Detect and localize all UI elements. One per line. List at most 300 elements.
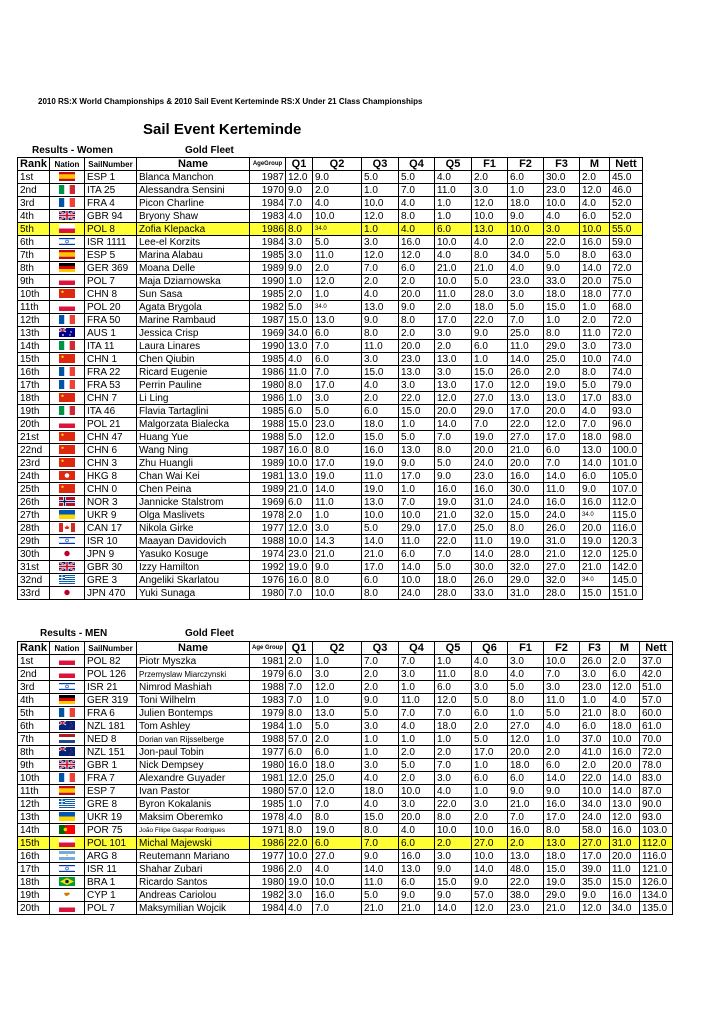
q2-cell: 11.0 [313,496,362,509]
col-nett: Nett [640,642,673,655]
q4-cell: 6.0 [399,876,435,889]
q3-cell: 10.0 [362,197,399,210]
q5-cell: 2.0 [435,340,472,353]
chn-flag-icon [59,445,75,456]
sailnumber-cell: ITA 25 [85,184,137,197]
q3-cell: 8.0 [362,327,399,340]
agegroup-cell: 1989 [250,262,286,275]
nett-cell: 73.0 [610,340,643,353]
sailnumber-cell: NOR 3 [85,496,137,509]
chn-flag-icon [59,458,75,469]
name-cell: Agata Brygola [137,301,250,314]
nation-flag-cell [50,798,85,811]
name-cell: Ricardo Santos [137,876,250,889]
m-cell: 34.0 [580,509,610,522]
q2-cell: 1.0 [313,655,362,668]
nation-flag-cell [50,876,85,889]
m-cell: 16.0 [610,746,640,759]
f3-cell: 1.0 [544,314,580,327]
rank-cell: 1st [18,171,50,184]
f2-cell: 7.0 [508,314,544,327]
q2-cell: 12.0 [313,431,362,444]
q3-cell: 9.0 [362,694,399,707]
nett-cell: 151.0 [610,587,643,600]
f3-cell: 15.0 [544,301,580,314]
sailnumber-cell: CAN 17 [85,522,137,535]
q2-cell: 5.0 [313,405,362,418]
f3-cell: 8.0 [544,327,580,340]
q4-cell: 12.0 [399,249,435,262]
nation-flag-cell [50,863,85,876]
q5-cell: 14.0 [435,902,472,915]
f2-cell: 5.0 [544,707,580,720]
f3-cell: 17.0 [544,431,580,444]
fra-flag-icon [59,773,75,784]
f2-cell: 18.0 [508,197,544,210]
q5-cell: 9.0 [435,470,472,483]
sailnumber-cell: ESP 1 [85,171,137,184]
f3-cell: 58.0 [580,824,610,837]
rank-cell: 20th [18,902,50,915]
q4-cell: 9.0 [399,889,435,902]
f2-cell: 21.0 [544,902,580,915]
f3-cell: 16.0 [544,496,580,509]
q2-cell: 7.0 [313,366,362,379]
q3-cell: 18.0 [362,418,399,431]
nett-cell: 51.0 [640,681,673,694]
q1-cell: 2.0 [286,655,313,668]
f1-cell: 27.0 [472,392,508,405]
name-cell: Marina Alabau [137,249,250,262]
q4-cell: 3.0 [399,379,435,392]
table-row [18,327,643,340]
f2-cell: 8.0 [508,522,544,535]
q5-cell: 16.0 [435,483,472,496]
sailnumber-cell: POL 21 [85,418,137,431]
nation-flag-cell [50,720,85,733]
agegroup-cell: 1990 [250,340,286,353]
nett-cell: 142.0 [610,561,643,574]
q1-cell: 3.0 [286,889,313,902]
q4-cell: 22.0 [399,392,435,405]
m-cell: 4.0 [610,694,640,707]
f1-cell: 5.0 [508,681,544,694]
f3-cell: 10.0 [580,785,610,798]
col-q2: Q2 [313,642,362,655]
table-row [18,444,643,457]
m-cell: 6.0 [580,210,610,223]
name-cell: Nimrod Mashiah [137,681,250,694]
sailnumber-cell: UKR 19 [85,811,137,824]
sailnumber-cell: UKR 9 [85,509,137,522]
q1-cell: 6.0 [286,405,313,418]
name-cell: Wang Ning [137,444,250,457]
q2-cell: 8.0 [313,444,362,457]
q2-cell: 3.0 [313,668,362,681]
q1-cell: 19.0 [286,561,313,574]
q5-cell: 4.0 [435,249,472,262]
col-q6: Q6 [472,642,508,655]
table-row [18,759,673,772]
rank-cell: 7th [18,249,50,262]
q1-cell: 2.0 [286,863,313,876]
nation-flag-cell [50,249,85,262]
nzl-flag-icon [59,721,75,732]
f3-cell: 26.0 [544,522,580,535]
col-sailnumber: SailNumber [85,642,137,655]
col-agegroup: Age Group [250,642,286,655]
m-cell: 18.0 [580,431,610,444]
rank-cell: 9th [18,759,50,772]
q1-cell: 8.0 [286,707,313,720]
f1-cell: 27.0 [508,720,544,733]
f3-cell: 22.0 [580,772,610,785]
f3-cell: 1.0 [580,694,610,707]
m-cell: 12.0 [610,811,640,824]
q1-cell: 13.0 [286,340,313,353]
f1-cell: 15.0 [472,366,508,379]
q3-cell: 19.0 [362,483,399,496]
f2-cell: 9.0 [508,210,544,223]
rank-cell: 14th [18,340,50,353]
m-cell: 1.0 [580,301,610,314]
nett-cell: 83.0 [640,772,673,785]
nation-flag-cell [50,587,85,600]
q2-cell: 16.0 [313,889,362,902]
f3-cell: 29.0 [544,340,580,353]
table-row [18,314,643,327]
q1-cell: 6.0 [286,746,313,759]
q3-cell: 1.0 [362,223,399,236]
agegroup-cell: 1984 [250,720,286,733]
q2-cell: 12.0 [313,681,362,694]
q4-cell: 1.0 [399,418,435,431]
q3-cell: 9.0 [362,314,399,327]
q5-cell: 3.0 [435,366,472,379]
rank-cell: 2nd [18,184,50,197]
nation-flag-cell [50,444,85,457]
ita-flag-icon [59,406,75,417]
nett-cell: 116.0 [610,522,643,535]
nation-flag-cell [50,184,85,197]
f2-cell: 34.0 [508,249,544,262]
q4-cell: 7.0 [399,184,435,197]
sailnumber-cell: FRA 22 [85,366,137,379]
rank-cell: 11th [18,785,50,798]
table-row [18,850,673,863]
nett-cell: 100.0 [610,444,643,457]
f2-cell: 14.0 [508,353,544,366]
agegroup-cell: 1970 [250,184,286,197]
f3-cell: 20.0 [544,405,580,418]
q3-cell: 15.0 [362,811,399,824]
rank-cell: 3rd [18,681,50,694]
name-cell: Zhu Huangli [137,457,250,470]
table-row [18,655,673,668]
col-f1: F1 [472,158,508,171]
q5-cell: 17.0 [435,314,472,327]
gbr-flag-icon [59,562,75,573]
f1-cell: 30.0 [472,561,508,574]
f2-cell: 27.0 [508,431,544,444]
sailnumber-cell: FRA 53 [85,379,137,392]
sailnumber-cell: HKG 8 [85,470,137,483]
q3-cell: 5.0 [362,889,399,902]
sailnumber-cell: ESP 7 [85,785,137,798]
m-cell: 15.0 [580,587,610,600]
q1-cell: 6.0 [286,668,313,681]
f2-cell: 8.0 [544,824,580,837]
agegroup-cell: 1989 [250,483,286,496]
f2-cell: 22.0 [508,418,544,431]
m-cell: 18.0 [580,288,610,301]
name-cell: Przemyslaw Miarczynski [137,668,250,681]
m-cell: 19.0 [580,535,610,548]
gre-flag-icon [59,799,75,810]
agegroup-cell: 1978 [250,811,286,824]
nation-flag-cell [50,405,85,418]
rank-cell: 15th [18,837,50,850]
name-cell: Angeliki Skarlatou [137,574,250,587]
f1-cell: 3.0 [472,184,508,197]
nation-flag-cell [50,262,85,275]
name-cell: Alessandra Sensini [137,184,250,197]
q1-cell: 7.0 [286,197,313,210]
q4-cell: 4.0 [399,824,435,837]
q4-cell: 4.0 [399,197,435,210]
nett-cell: 145.0 [610,574,643,587]
table-row [18,772,673,785]
women-results-table [17,157,643,600]
table-row [18,457,643,470]
nation-flag-cell [50,850,85,863]
women-fleet-label: Gold Fleet [185,145,234,156]
m-cell: 16.0 [580,236,610,249]
m-cell: 14.0 [610,785,640,798]
rank-cell: 4th [18,694,50,707]
nett-cell: 101.0 [610,457,643,470]
sailnumber-cell: ARG 8 [85,850,137,863]
nation-flag-cell [50,902,85,915]
rank-cell: 22nd [18,444,50,457]
f1-cell: 48.0 [508,863,544,876]
nett-cell: 105.0 [610,470,643,483]
name-cell: Jon-paul Tobin [137,746,250,759]
women-section-title: Results - Women [32,145,113,156]
agegroup-cell: 1980 [250,379,286,392]
f2-cell: 17.0 [508,405,544,418]
q1-cell: 1.0 [286,392,313,405]
name-cell: João Filipe Gaspar Rodrigues [137,824,250,837]
sailnumber-cell: ITA 46 [85,405,137,418]
agegroup-cell: 1982 [250,301,286,314]
q2-cell: 13.0 [313,314,362,327]
f1-cell: 19.0 [472,431,508,444]
col-q4: Q4 [399,158,435,171]
f2-cell: 5.0 [508,301,544,314]
f2-cell: 10.0 [508,223,544,236]
nett-cell: 77.0 [610,288,643,301]
f2-cell: 2.0 [508,236,544,249]
q5-cell: 10.0 [435,275,472,288]
table-row [18,210,643,223]
f1-cell: 21.0 [508,798,544,811]
q4-cell: 1.0 [399,483,435,496]
sailnumber-cell: JPN 470 [85,587,137,600]
nett-cell: 103.0 [640,824,673,837]
q3-cell: 7.0 [362,837,399,850]
rank-cell: 27th [18,509,50,522]
f1-cell: 4.0 [508,668,544,681]
name-cell: Jessica Crisp [137,327,250,340]
table-row [18,366,643,379]
q2-cell: 17.0 [313,379,362,392]
f1-cell: 22.0 [508,876,544,889]
table-row [18,707,673,720]
table-row [18,496,643,509]
agegroup-cell: 1980 [250,587,286,600]
q4-cell: 2.0 [399,746,435,759]
table-row [18,798,673,811]
q3-cell: 3.0 [362,353,399,366]
q4-cell: 5.0 [399,431,435,444]
m-cell: 4.0 [580,405,610,418]
q1-cell: 13.0 [286,470,313,483]
table-row [18,405,643,418]
nett-cell: 116.0 [640,850,673,863]
nett-cell: 42.0 [640,668,673,681]
agegroup-cell: 1983 [250,210,286,223]
q5-cell: 12.0 [435,392,472,405]
agegroup-cell: 1985 [250,288,286,301]
sailnumber-cell: FRA 50 [85,314,137,327]
f1-cell: 24.0 [472,457,508,470]
agegroup-cell: 1984 [250,197,286,210]
q1-cell: 1.0 [286,798,313,811]
q5-cell: 12.0 [435,694,472,707]
q2-cell: 2.0 [313,733,362,746]
q2-cell: 2.0 [313,262,362,275]
q2-cell: 13.0 [313,707,362,720]
nation-flag-cell [50,655,85,668]
q2-cell: 7.0 [313,340,362,353]
women-header-row [18,158,643,171]
f3-cell: 30.0 [544,171,580,184]
rank-cell: 3rd [18,197,50,210]
f1-cell: 9.0 [508,785,544,798]
q5-cell: 1.0 [435,655,472,668]
q3-cell: 1.0 [362,746,399,759]
q1-cell: 8.0 [286,379,313,392]
table-row [18,340,643,353]
q3-cell: 11.0 [362,876,399,889]
m-cell: 18.0 [610,720,640,733]
q1-cell: 4.0 [286,902,313,915]
can-flag-icon [59,523,75,534]
q1-cell: 9.0 [286,262,313,275]
q1-cell: 15.0 [286,314,313,327]
q2-cell: 11.0 [313,249,362,262]
name-cell: Maayan Davidovich [137,535,250,548]
f2-cell: 29.0 [544,889,580,902]
esp-flag-icon [59,250,75,261]
q5-cell: 11.0 [435,184,472,197]
sailnumber-cell: GER 369 [85,262,137,275]
sailnumber-cell: BRA 1 [85,876,137,889]
q2-cell: 14.3 [313,535,362,548]
name-cell: Byron Kokalanis [137,798,250,811]
f3-cell: 12.0 [544,418,580,431]
agegroup-cell: 1971 [250,824,286,837]
q2-cell: 34.0 [313,301,362,314]
sailnumber-cell: CHN 7 [85,392,137,405]
q1-cell: 4.0 [286,210,313,223]
sailnumber-cell: FRA 4 [85,197,137,210]
q2-cell: 12.0 [313,785,362,798]
q1-cell: 5.0 [286,301,313,314]
m-cell: 21.0 [580,561,610,574]
f3-cell: 27.0 [580,837,610,850]
q1-cell: 16.0 [286,759,313,772]
q2-cell: 8.0 [313,811,362,824]
agegroup-cell: 1988 [250,418,286,431]
q6-cell: 1.0 [472,759,508,772]
name-cell: Ivan Pastor [137,785,250,798]
rank-cell: 26th [18,496,50,509]
q2-cell: 34.0 [313,223,362,236]
q2-cell: 4.0 [313,863,362,876]
rank-cell: 30th [18,548,50,561]
q5-cell: 5.0 [435,457,472,470]
nett-cell: 75.0 [610,275,643,288]
m-cell: 16.0 [580,496,610,509]
f3-cell: 21.0 [580,707,610,720]
table-row [18,876,673,889]
nation-flag-cell [50,171,85,184]
nation-flag-cell [50,353,85,366]
col-f1: F1 [508,642,544,655]
table-row [18,301,643,314]
f1-cell: 28.0 [472,288,508,301]
f1-cell: 1.0 [508,707,544,720]
sailnumber-cell: CHN 3 [85,457,137,470]
f1-cell: 31.0 [472,496,508,509]
agegroup-cell: 1985 [250,249,286,262]
q1-cell: 11.0 [286,366,313,379]
f2-cell: 4.0 [508,262,544,275]
sailnumber-cell: GBR 1 [85,759,137,772]
sailnumber-cell: CHN 6 [85,444,137,457]
q3-cell: 2.0 [362,275,399,288]
f2-cell: 1.0 [508,184,544,197]
m-cell: 8.0 [580,366,610,379]
nett-cell: 61.0 [640,720,673,733]
q5-cell: 9.0 [435,863,472,876]
rank-cell: 17th [18,379,50,392]
f3-cell: 9.0 [580,889,610,902]
table-row [18,720,673,733]
q3-cell: 7.0 [362,262,399,275]
q4-cell: 7.0 [399,655,435,668]
nation-flag-cell [50,548,85,561]
table-row [18,184,643,197]
q2-cell: 9.0 [313,171,362,184]
nation-flag-cell [50,366,85,379]
agegroup-cell: 1974 [250,548,286,561]
agegroup-cell: 1984 [250,236,286,249]
rank-cell: 33rd [18,587,50,600]
q3-cell: 5.0 [362,707,399,720]
